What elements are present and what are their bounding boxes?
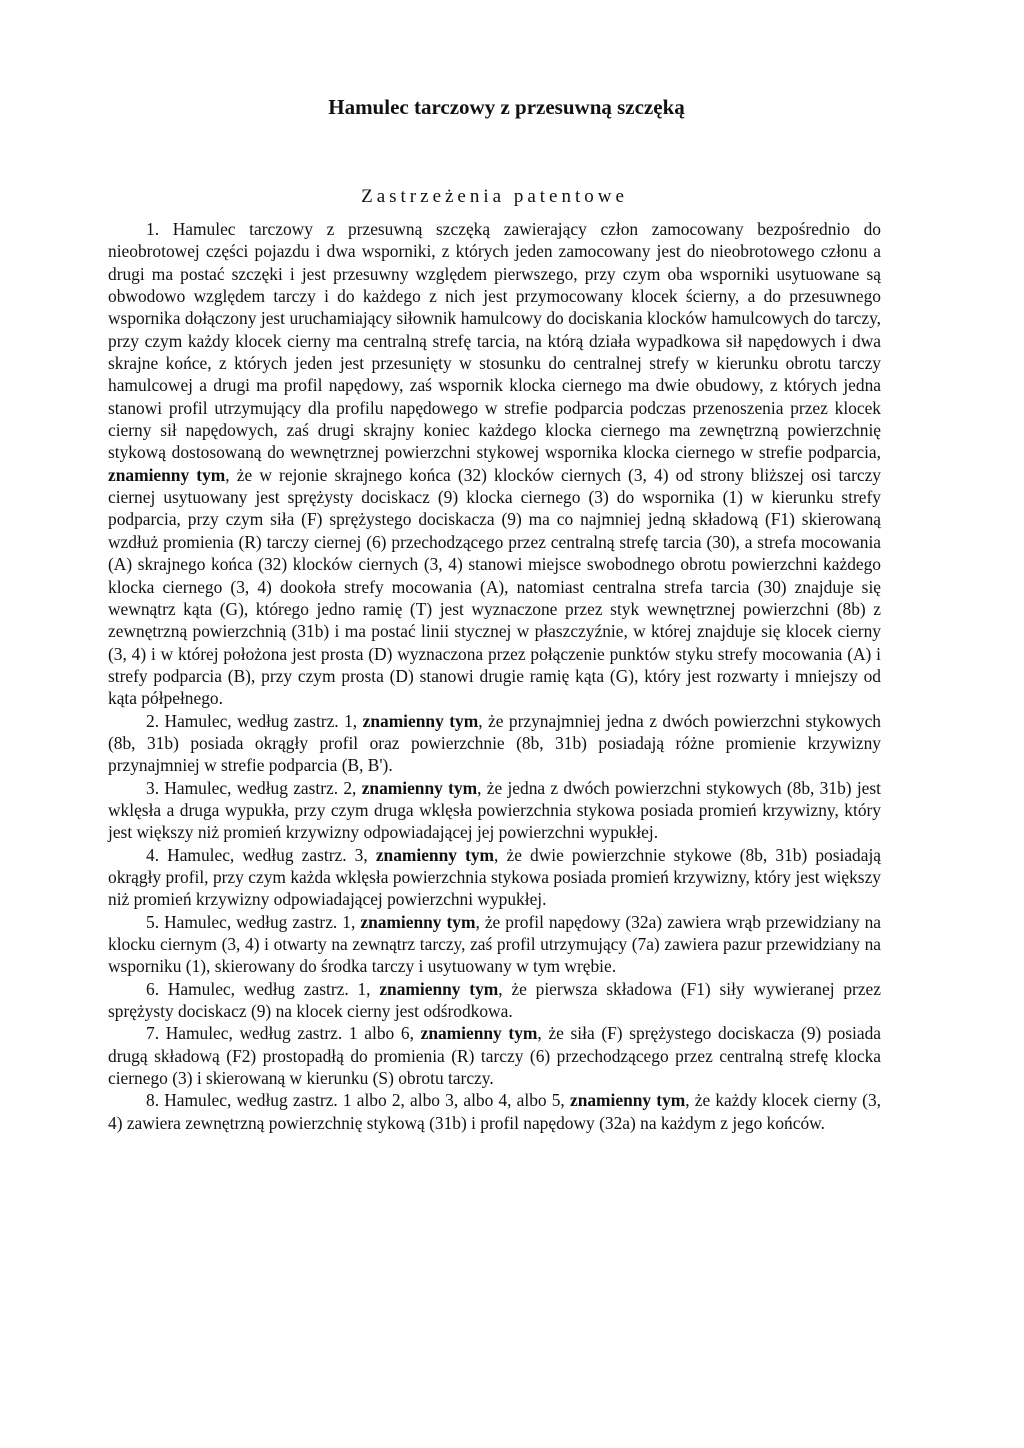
claim-keyword: znamienny tym (375, 844, 495, 865)
claim-number: 1. (146, 219, 160, 239)
claim-text: , że w rejonie skrajnego końca (32) klocków ciernych (3, 4) od strony bliższej osi tarczy ciernej usytuowany jest sprężysty dociskacz (9) klocka ciernego (3) do wspornika (1) w kierunku strefy podparcia, przy czym siła (F) sprężystego dociskacza (9) ma co najmniej jedną składową (F1) skierowaną wzdłuż promienia (R) tarczy ciernej (6) przechodzącego przez centralną strefę tarcia (30), a strefa mocowania (A) skrajnego końca (32) klocków ciernych (3, 4) stanowi miejsce swobodnego obrotu powierzchni każdego klocka ciernego (3, 4) dookoła strefy mocowania (A), natomiast centralna strefa tarcia (30) znajduje się wewnątrz kąta (G), którego jedno ramię (T) jest wyznaczone przez styk wewnętrznej powierzchni (8b) z zewnętrzną powierzchnią (31b) i ma postać linii stycznej w płaszczyźnie, w której znajduje się klocek cierny (3, 4) i w której położona jest prosta (D) wyznaczona przez połączenie punktów styku strefy mocowania (A) i strefy podparcia (B), przy czym prosta (D) stanowi drugie ramię kąta (G), który jest rozwarty i mniejszy od kąta półpełnego. (108, 464, 881, 709)
claim-number: 6. (146, 978, 160, 999)
claim-1 (108, 218, 881, 710)
claim-text: , że siła (F) sprężystego dociskacza (9) posiada drugą składową (F2) prostopadłą do promienia (R) tarczy (6) przechodzącego przez centralną strefę klocka ciernego (3) i skierowaną w kierunku (S) obrotu tarczy. (108, 1023, 882, 1089)
claim-text: Hamulec, według zastrz. 1, (167, 978, 371, 999)
claim-number: 3. (146, 777, 160, 798)
claim-7 (108, 1022, 881, 1089)
claim-text: Hamulec, według zastrz. 1, (164, 710, 358, 731)
claim-keyword: znamienny tym (360, 911, 476, 932)
claim-2 (108, 710, 881, 777)
claim-text: , że pierwsza składowa (F1) siły wywieranej przez sprężysty dociskacz (9) na klocek cierny jest odśrodkowa. (108, 978, 881, 1022)
claim-8 (108, 1089, 881, 1134)
claim-keyword: znamienny tym (362, 710, 479, 731)
claim-number: 7. (146, 1023, 160, 1044)
claim-keyword: znamienny tym (569, 1090, 686, 1111)
claim-text: Hamulec, według zastrz. 1 albo 2, albo 3, albo 4, albo 5, (164, 1090, 565, 1111)
claim-4 (108, 844, 881, 911)
claim-6 (108, 978, 881, 1023)
document-page (108, 92, 881, 1134)
claim-text: , że jedna z dwóch powierzchni stykowych (8b, 31b) jest wklęsła a druga wypukła, przy czym druga wklęsła powierzchnia stykowa posiada promień krzywizny, który jest większy niż promień krzywizny odpowiadającej jej powierzchni wypukłej. (108, 777, 881, 843)
claim-number: 5. (146, 911, 160, 932)
claim-text: Hamulec, według zastrz. 1, (164, 911, 356, 932)
claim-number: 8. (146, 1090, 160, 1111)
claim-keyword: znamienny tym (108, 464, 226, 485)
document-title: Hamulec tarczowy z przesuwną szczęką (328, 95, 685, 119)
section-heading: Zastrzeżenia patentowe (361, 186, 628, 207)
claim-3 (108, 777, 881, 844)
claim-text: Hamulec, według zastrz. 2, (164, 777, 357, 798)
claim-text: , że każdy klocek cierny (3, 4) zawiera zewnętrzną powierzchnię stykową (31b) i profil napędowy (32a) na każdym z jego końców. (108, 1090, 881, 1133)
claim-keyword: znamienny tym (361, 777, 478, 798)
claim-text: , że dwie powierzchnie stykowe (8b, 31b) posiadają okrągły profil, przy czym każda wklęsła powierzchnia stykowa posiada promień krzywizny, który jest większy niż promień krzywizny odpowiadającej powierzchni wypukłej. (108, 844, 882, 910)
claim-text: Hamulec, według zastrz. 1 albo 6, (165, 1023, 414, 1044)
claim-text: Hamulec tarczowy z przesuwną szczęką zawierający człon zamocowany bezpośrednio do nieobrotowej części pojazdu i dwa wsporniki, z których jeden zamocowany jest do nieobrotowego członu a drugi ma postać szczęki i jest przesuwny względem pierwszego, przy czym oba wsporniki usytuowane są obwodowo względem tarczy i do każdego z nich jest przymocowany klocek ścierny, a do przesuwnego wspornika dołączony jest uruchamiający siłownik hamulcowy do dociskania klocków hamulcowych do tarczy, przy czym każdy klocek cierny ma centralną strefę tarcia, na którą działa wypadkowa sił napędowych i dwa skrajne końce, z których jeden jest przesunięty w stosunku do centralnej strefy w kierunku obrotu tarczy hamulcowej a drugi ma profil napędowy, zaś wspornik klocka ciernego ma dwie obudowy, z których jedna stanowi profil utrzymujący dla profilu napędowego w strefie podparcia podczas przenoszenia przez klocek cierny sił napędowych, zaś drugi skrajny koniec każdego klocka ciernego ma zewnętrzną powierzchnię stykową dostosowaną do wewnętrznej powierzchni stykowej wspornika klocka ciernego w strefie podparcia, (108, 219, 881, 463)
claim-text: , że profil napędowy (32a) zawiera wrąb przewidziany na klocku ciernym (3, 4) i otwarty na zewnątrz tarczy, zaś profil utrzymujący (7a) zawiera pazur przewidziany na wsporniku (1), skierowany do środka tarczy i usytuowany w tym wrębie. (108, 911, 881, 977)
claim-keyword: znamienny tym (379, 978, 499, 999)
claim-keyword: znamienny tym (420, 1023, 538, 1044)
claim-text: Hamulec, według zastrz. 3, (167, 844, 368, 865)
claim-5 (108, 911, 881, 978)
claims-list (108, 218, 881, 1134)
claim-number: 2. (146, 710, 160, 731)
claim-text: , że przynajmniej jedna z dwóch powierzchni stykowych (8b, 31b) posiada okrągły profil oraz powierzchnie (8b, 31b) posiadają różne promienie krzywizny przynajmniej w strefie podparcia (B, B'). (108, 710, 881, 776)
claim-number: 4. (146, 844, 160, 865)
